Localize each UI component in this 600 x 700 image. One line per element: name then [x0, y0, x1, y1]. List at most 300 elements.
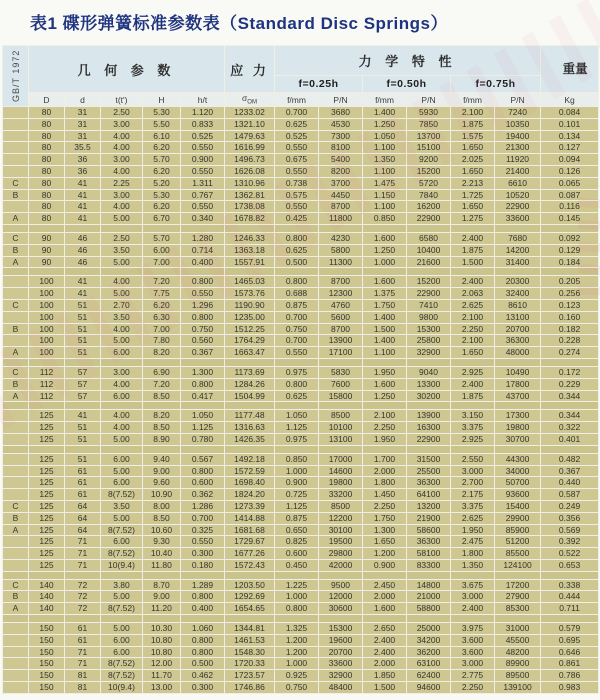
- value-cell: 8.50: [143, 422, 181, 434]
- series-label-cell: [3, 682, 29, 694]
- value-cell: 89500: [495, 670, 541, 682]
- value-cell: 0.340: [181, 213, 225, 225]
- value-cell: 1.700: [363, 453, 407, 465]
- value-cell: 4.00: [101, 323, 143, 335]
- value-cell: 0.126: [541, 165, 599, 177]
- value-cell: 2.100: [451, 311, 495, 323]
- value-cell: 64: [65, 512, 101, 524]
- value-cell: 51: [65, 347, 101, 359]
- separator-cell: [363, 402, 407, 410]
- value-cell: 13.00: [143, 682, 181, 694]
- separator-cell: [319, 358, 363, 366]
- value-cell: 1.875: [451, 118, 495, 130]
- value-cell: 71: [65, 536, 101, 548]
- value-cell: 9.60: [143, 477, 181, 489]
- deflection-025h: f=0.25h: [275, 76, 363, 93]
- value-cell: 0.500: [275, 256, 319, 268]
- value-cell: 0.767: [181, 189, 225, 201]
- value-cell: 0.400: [181, 256, 225, 268]
- separator-cell: [65, 571, 101, 579]
- value-cell: 0.569: [541, 524, 599, 536]
- separator-cell: [3, 358, 29, 366]
- table-row: [3, 244, 599, 256]
- value-cell: 0.392: [541, 536, 599, 548]
- value-cell: 0.500: [181, 658, 225, 670]
- value-cell: 7600: [319, 378, 363, 390]
- value-cell: 13300: [407, 378, 451, 390]
- value-cell: 2.175: [451, 489, 495, 501]
- value-cell: 0.205: [541, 276, 599, 288]
- value-cell: 1557.91: [225, 256, 275, 268]
- value-cell: 51: [65, 433, 101, 445]
- value-cell: 57: [65, 366, 101, 378]
- value-cell: 1723.57: [225, 670, 275, 682]
- value-cell: 2.400: [451, 378, 495, 390]
- value-cell: 15300: [407, 323, 451, 335]
- value-cell: 13200: [407, 500, 451, 512]
- table-row: [3, 603, 599, 615]
- value-cell: 5.00: [101, 512, 143, 524]
- value-cell: 125: [29, 559, 65, 571]
- value-cell: 0.116: [541, 201, 599, 213]
- value-cell: 12.00: [143, 658, 181, 670]
- value-cell: 0.322: [541, 422, 599, 434]
- series-label-cell: C: [3, 500, 29, 512]
- value-cell: 2.925: [451, 433, 495, 445]
- value-cell: 8(7.52): [101, 658, 143, 670]
- value-cell: 3.00: [101, 366, 143, 378]
- value-cell: 34200: [407, 634, 451, 646]
- table-row: [3, 410, 599, 422]
- value-cell: 0.600: [275, 548, 319, 560]
- separator-cell: [101, 224, 143, 232]
- value-cell: 80: [29, 118, 65, 130]
- value-cell: 8500: [319, 410, 363, 422]
- value-cell: 2.50: [101, 232, 143, 244]
- series-label-cell: [3, 118, 29, 130]
- separator-cell: [181, 615, 225, 623]
- value-cell: 81: [65, 682, 101, 694]
- value-cell: 21600: [407, 256, 451, 268]
- series-label-cell: [3, 201, 29, 213]
- value-cell: 125: [29, 548, 65, 560]
- value-cell: 1465.03: [225, 276, 275, 288]
- value-cell: 1.575: [451, 130, 495, 142]
- value-cell: 0.129: [541, 244, 599, 256]
- series-label-cell: [3, 658, 29, 670]
- separator-cell: [319, 224, 363, 232]
- value-cell: 1.650: [451, 347, 495, 359]
- value-cell: 0.084: [541, 107, 599, 119]
- value-cell: 15300: [319, 623, 363, 635]
- value-cell: 1461.53: [225, 634, 275, 646]
- separator-cell: [181, 224, 225, 232]
- value-cell: 11.80: [143, 559, 181, 571]
- separator-cell: [143, 615, 181, 623]
- value-cell: 1.400: [363, 107, 407, 119]
- value-cell: 2.100: [451, 107, 495, 119]
- separator-cell: [541, 268, 599, 276]
- value-cell: 1.350: [451, 559, 495, 571]
- value-cell: 1344.81: [225, 623, 275, 635]
- value-cell: 4450: [319, 189, 363, 201]
- value-cell: 0.750: [275, 323, 319, 335]
- value-cell: 1363.18: [225, 244, 275, 256]
- value-cell: 0.550: [181, 165, 225, 177]
- value-cell: 1573.76: [225, 288, 275, 300]
- separator-cell: [29, 224, 65, 232]
- separator-cell: [319, 615, 363, 623]
- table-row: [3, 288, 599, 300]
- value-cell: 6.00: [101, 390, 143, 402]
- value-cell: 10350: [495, 118, 541, 130]
- separator-cell: [541, 615, 599, 623]
- value-cell: 3.000: [451, 591, 495, 603]
- value-cell: 6580: [407, 232, 451, 244]
- value-cell: 0.725: [275, 489, 319, 501]
- separator-cell: [225, 268, 275, 276]
- value-cell: 51: [65, 323, 101, 335]
- value-cell: 0.522: [541, 548, 599, 560]
- value-cell: 10.90: [143, 489, 181, 501]
- weight-label: 重量: [562, 61, 588, 76]
- value-cell: 0.861: [541, 658, 599, 670]
- value-cell: 2.70: [101, 299, 143, 311]
- value-cell: 41: [65, 177, 101, 189]
- value-cell: 0.525: [181, 130, 225, 142]
- separator-cell: [495, 402, 541, 410]
- separator-cell: [181, 445, 225, 453]
- value-cell: 2.700: [451, 477, 495, 489]
- separator-cell: [65, 445, 101, 453]
- value-cell: 80: [29, 107, 65, 119]
- col-f75: f/mm: [451, 93, 495, 107]
- value-cell: 1.200: [363, 548, 407, 560]
- separator-cell: [363, 615, 407, 623]
- value-cell: 0.300: [181, 548, 225, 560]
- separator-cell: [65, 268, 101, 276]
- value-cell: 0.482: [541, 453, 599, 465]
- value-cell: 11300: [319, 256, 363, 268]
- separator-cell: [275, 615, 319, 623]
- value-cell: 0.123: [541, 299, 599, 311]
- value-cell: 8.00: [143, 500, 181, 512]
- value-cell: 1.200: [275, 634, 319, 646]
- series-label-cell: [3, 489, 29, 501]
- value-cell: 100: [29, 299, 65, 311]
- value-cell: 7.75: [143, 288, 181, 300]
- value-cell: 4.00: [101, 201, 143, 213]
- value-cell: 7.20: [143, 276, 181, 288]
- series-label-cell: A: [3, 347, 29, 359]
- value-cell: 61: [65, 634, 101, 646]
- table-row: [3, 154, 599, 166]
- value-cell: 21300: [495, 142, 541, 154]
- value-cell: 80: [29, 177, 65, 189]
- value-cell: 6.00: [101, 646, 143, 658]
- separator-cell: [225, 358, 275, 366]
- series-label-cell: C: [3, 177, 29, 189]
- value-cell: 125: [29, 536, 65, 548]
- value-cell: 58100: [407, 548, 451, 560]
- separator-cell: [451, 268, 495, 276]
- table-row: [3, 142, 599, 154]
- value-cell: 7.80: [143, 335, 181, 347]
- separator-cell: [451, 224, 495, 232]
- value-cell: 0.101: [541, 118, 599, 130]
- table-row: [3, 107, 599, 119]
- value-cell: 11.20: [143, 603, 181, 615]
- value-cell: 1.350: [363, 154, 407, 166]
- value-cell: 0.700: [275, 335, 319, 347]
- separator-row: [3, 224, 599, 232]
- value-cell: 2.100: [363, 410, 407, 422]
- series-label-cell: A: [3, 603, 29, 615]
- value-cell: 31: [65, 118, 101, 130]
- table-row: [3, 189, 599, 201]
- col-f25: f/mm: [275, 93, 319, 107]
- value-cell: 3.375: [451, 422, 495, 434]
- value-cell: 0.356: [541, 512, 599, 524]
- value-cell: 31400: [495, 256, 541, 268]
- value-cell: 0.750: [181, 323, 225, 335]
- series-label-cell: [3, 623, 29, 635]
- series-label-cell: [3, 548, 29, 560]
- separator-cell: [3, 268, 29, 276]
- separator-cell: [451, 571, 495, 579]
- value-cell: 1292.69: [225, 591, 275, 603]
- value-cell: 1.250: [363, 118, 407, 130]
- value-cell: 4.00: [101, 410, 143, 422]
- value-cell: 9200: [407, 154, 451, 166]
- table-row: [3, 232, 599, 244]
- value-cell: 51: [65, 299, 101, 311]
- value-cell: 17200: [495, 579, 541, 591]
- separator-cell: [65, 358, 101, 366]
- value-cell: 51200: [495, 536, 541, 548]
- value-cell: 1678.82: [225, 213, 275, 225]
- value-cell: 63100: [407, 658, 451, 670]
- value-cell: 10.30: [143, 623, 181, 635]
- value-cell: 12300: [319, 288, 363, 300]
- value-cell: 2.250: [363, 500, 407, 512]
- value-cell: 125: [29, 477, 65, 489]
- series-label-cell: [3, 311, 29, 323]
- value-cell: 0.182: [541, 323, 599, 335]
- table-row: [3, 422, 599, 434]
- value-cell: 29900: [495, 512, 541, 524]
- value-cell: 9.00: [143, 591, 181, 603]
- value-cell: 57: [65, 390, 101, 402]
- value-cell: 8.70: [143, 579, 181, 591]
- series-label-cell: [3, 477, 29, 489]
- value-cell: 0.714: [181, 244, 225, 256]
- value-cell: 94600: [407, 682, 451, 694]
- separator-cell: [101, 571, 143, 579]
- value-cell: 6.20: [143, 142, 181, 154]
- group-header-row: [3, 46, 599, 76]
- value-cell: 80: [29, 189, 65, 201]
- value-cell: 5.50: [143, 118, 181, 130]
- value-cell: 71: [65, 559, 101, 571]
- value-cell: 45500: [495, 634, 541, 646]
- value-cell: 2.775: [451, 670, 495, 682]
- value-cell: 0.780: [181, 433, 225, 445]
- table-row: [3, 378, 599, 390]
- value-cell: 0.228: [541, 335, 599, 347]
- value-cell: 1.000: [275, 465, 319, 477]
- value-cell: 0.711: [541, 603, 599, 615]
- value-cell: 9.40: [143, 453, 181, 465]
- value-cell: 4.00: [101, 165, 143, 177]
- value-cell: 58600: [407, 524, 451, 536]
- separator-cell: [101, 268, 143, 276]
- value-cell: 41: [65, 189, 101, 201]
- value-cell: 14200: [495, 244, 541, 256]
- value-cell: 1.800: [363, 477, 407, 489]
- value-cell: 2.650: [363, 623, 407, 635]
- value-cell: 9.00: [143, 465, 181, 477]
- separator-cell: [541, 224, 599, 232]
- value-cell: 0.550: [275, 142, 319, 154]
- value-cell: 80: [29, 201, 65, 213]
- value-cell: 1.200: [275, 646, 319, 658]
- value-cell: 10.80: [143, 634, 181, 646]
- value-cell: 1764.29: [225, 335, 275, 347]
- col-ht: h/t: [181, 93, 225, 107]
- value-cell: 19600: [319, 634, 363, 646]
- value-cell: 3.600: [451, 646, 495, 658]
- value-cell: 0.700: [181, 512, 225, 524]
- value-cell: 85900: [495, 524, 541, 536]
- value-cell: 36200: [407, 646, 451, 658]
- value-cell: 19500: [319, 536, 363, 548]
- separator-cell: [363, 445, 407, 453]
- value-cell: 2.025: [451, 154, 495, 166]
- value-cell: 0.800: [181, 591, 225, 603]
- value-cell: 5.00: [101, 465, 143, 477]
- separator-cell: [363, 268, 407, 276]
- value-cell: 0.587: [541, 489, 599, 501]
- value-cell: 30700: [495, 433, 541, 445]
- value-cell: 8(7.52): [101, 524, 143, 536]
- value-cell: 32900: [407, 347, 451, 359]
- value-cell: 8.50: [143, 512, 181, 524]
- value-cell: 0.700: [275, 107, 319, 119]
- value-cell: 1.286: [181, 500, 225, 512]
- value-cell: 4.00: [101, 276, 143, 288]
- value-cell: 2.400: [451, 232, 495, 244]
- value-cell: 0.229: [541, 378, 599, 390]
- value-cell: 43700: [495, 390, 541, 402]
- value-cell: 1.280: [181, 232, 225, 244]
- value-cell: 0.550: [181, 201, 225, 213]
- separator-cell: [101, 615, 143, 623]
- value-cell: 0.800: [181, 378, 225, 390]
- separator-cell: [29, 571, 65, 579]
- value-cell: 14600: [319, 465, 363, 477]
- value-cell: 6.20: [143, 201, 181, 213]
- table-row: [3, 323, 599, 335]
- value-cell: 5.00: [101, 288, 143, 300]
- value-cell: 112: [29, 378, 65, 390]
- value-cell: 0.180: [181, 559, 225, 571]
- value-cell: 1.250: [363, 244, 407, 256]
- value-cell: 6610: [495, 177, 541, 189]
- separator-cell: [65, 402, 101, 410]
- value-cell: 14800: [407, 579, 451, 591]
- value-cell: 3.975: [451, 623, 495, 635]
- table-row: [3, 623, 599, 635]
- value-cell: 8500: [319, 500, 363, 512]
- value-cell: 12200: [319, 512, 363, 524]
- value-cell: 46: [65, 232, 101, 244]
- separator-cell: [3, 402, 29, 410]
- table-row: [3, 366, 599, 378]
- value-cell: 1.750: [363, 512, 407, 524]
- value-cell: 35.5: [65, 142, 101, 154]
- value-cell: 7.00: [143, 256, 181, 268]
- value-cell: 90: [29, 244, 65, 256]
- value-cell: 51: [65, 453, 101, 465]
- table-row: [3, 477, 599, 489]
- value-cell: 112: [29, 366, 65, 378]
- value-cell: 10100: [319, 422, 363, 434]
- value-cell: 0.695: [541, 634, 599, 646]
- value-cell: 1.375: [363, 288, 407, 300]
- value-cell: 7.20: [143, 378, 181, 390]
- value-cell: 1.060: [181, 623, 225, 635]
- separator-cell: [495, 268, 541, 276]
- series-label-cell: A: [3, 213, 29, 225]
- value-cell: 2.925: [451, 366, 495, 378]
- value-cell: 36300: [407, 477, 451, 489]
- table-row: [3, 347, 599, 359]
- value-cell: 1190.90: [225, 299, 275, 311]
- value-cell: 4.00: [101, 422, 143, 434]
- value-cell: 1.100: [363, 142, 407, 154]
- series-label-cell: [3, 410, 29, 422]
- separator-cell: [29, 268, 65, 276]
- value-cell: 1572.43: [225, 559, 275, 571]
- table-header: [3, 46, 599, 107]
- value-cell: 33600: [495, 213, 541, 225]
- value-cell: 80: [29, 213, 65, 225]
- value-cell: 80: [29, 142, 65, 154]
- value-cell: 9500: [319, 579, 363, 591]
- value-cell: 0.800: [275, 276, 319, 288]
- table-row: [3, 536, 599, 548]
- sigma-symbol: σ: [242, 93, 248, 104]
- value-cell: 8(7.52): [101, 603, 143, 615]
- value-cell: 0.550: [275, 347, 319, 359]
- separator-cell: [101, 445, 143, 453]
- value-cell: 3700: [319, 177, 363, 189]
- value-cell: 139100: [495, 682, 541, 694]
- value-cell: 1233.02: [225, 107, 275, 119]
- value-cell: 100: [29, 323, 65, 335]
- value-cell: 8(7.52): [101, 489, 143, 501]
- separator-cell: [3, 445, 29, 453]
- value-cell: 0.653: [541, 559, 599, 571]
- separator-cell: [275, 571, 319, 579]
- value-cell: 22900: [495, 201, 541, 213]
- value-cell: 3.50: [101, 244, 143, 256]
- value-cell: 1.275: [451, 213, 495, 225]
- separator-cell: [225, 445, 275, 453]
- value-cell: 3.80: [101, 579, 143, 591]
- value-cell: 0.087: [541, 189, 599, 201]
